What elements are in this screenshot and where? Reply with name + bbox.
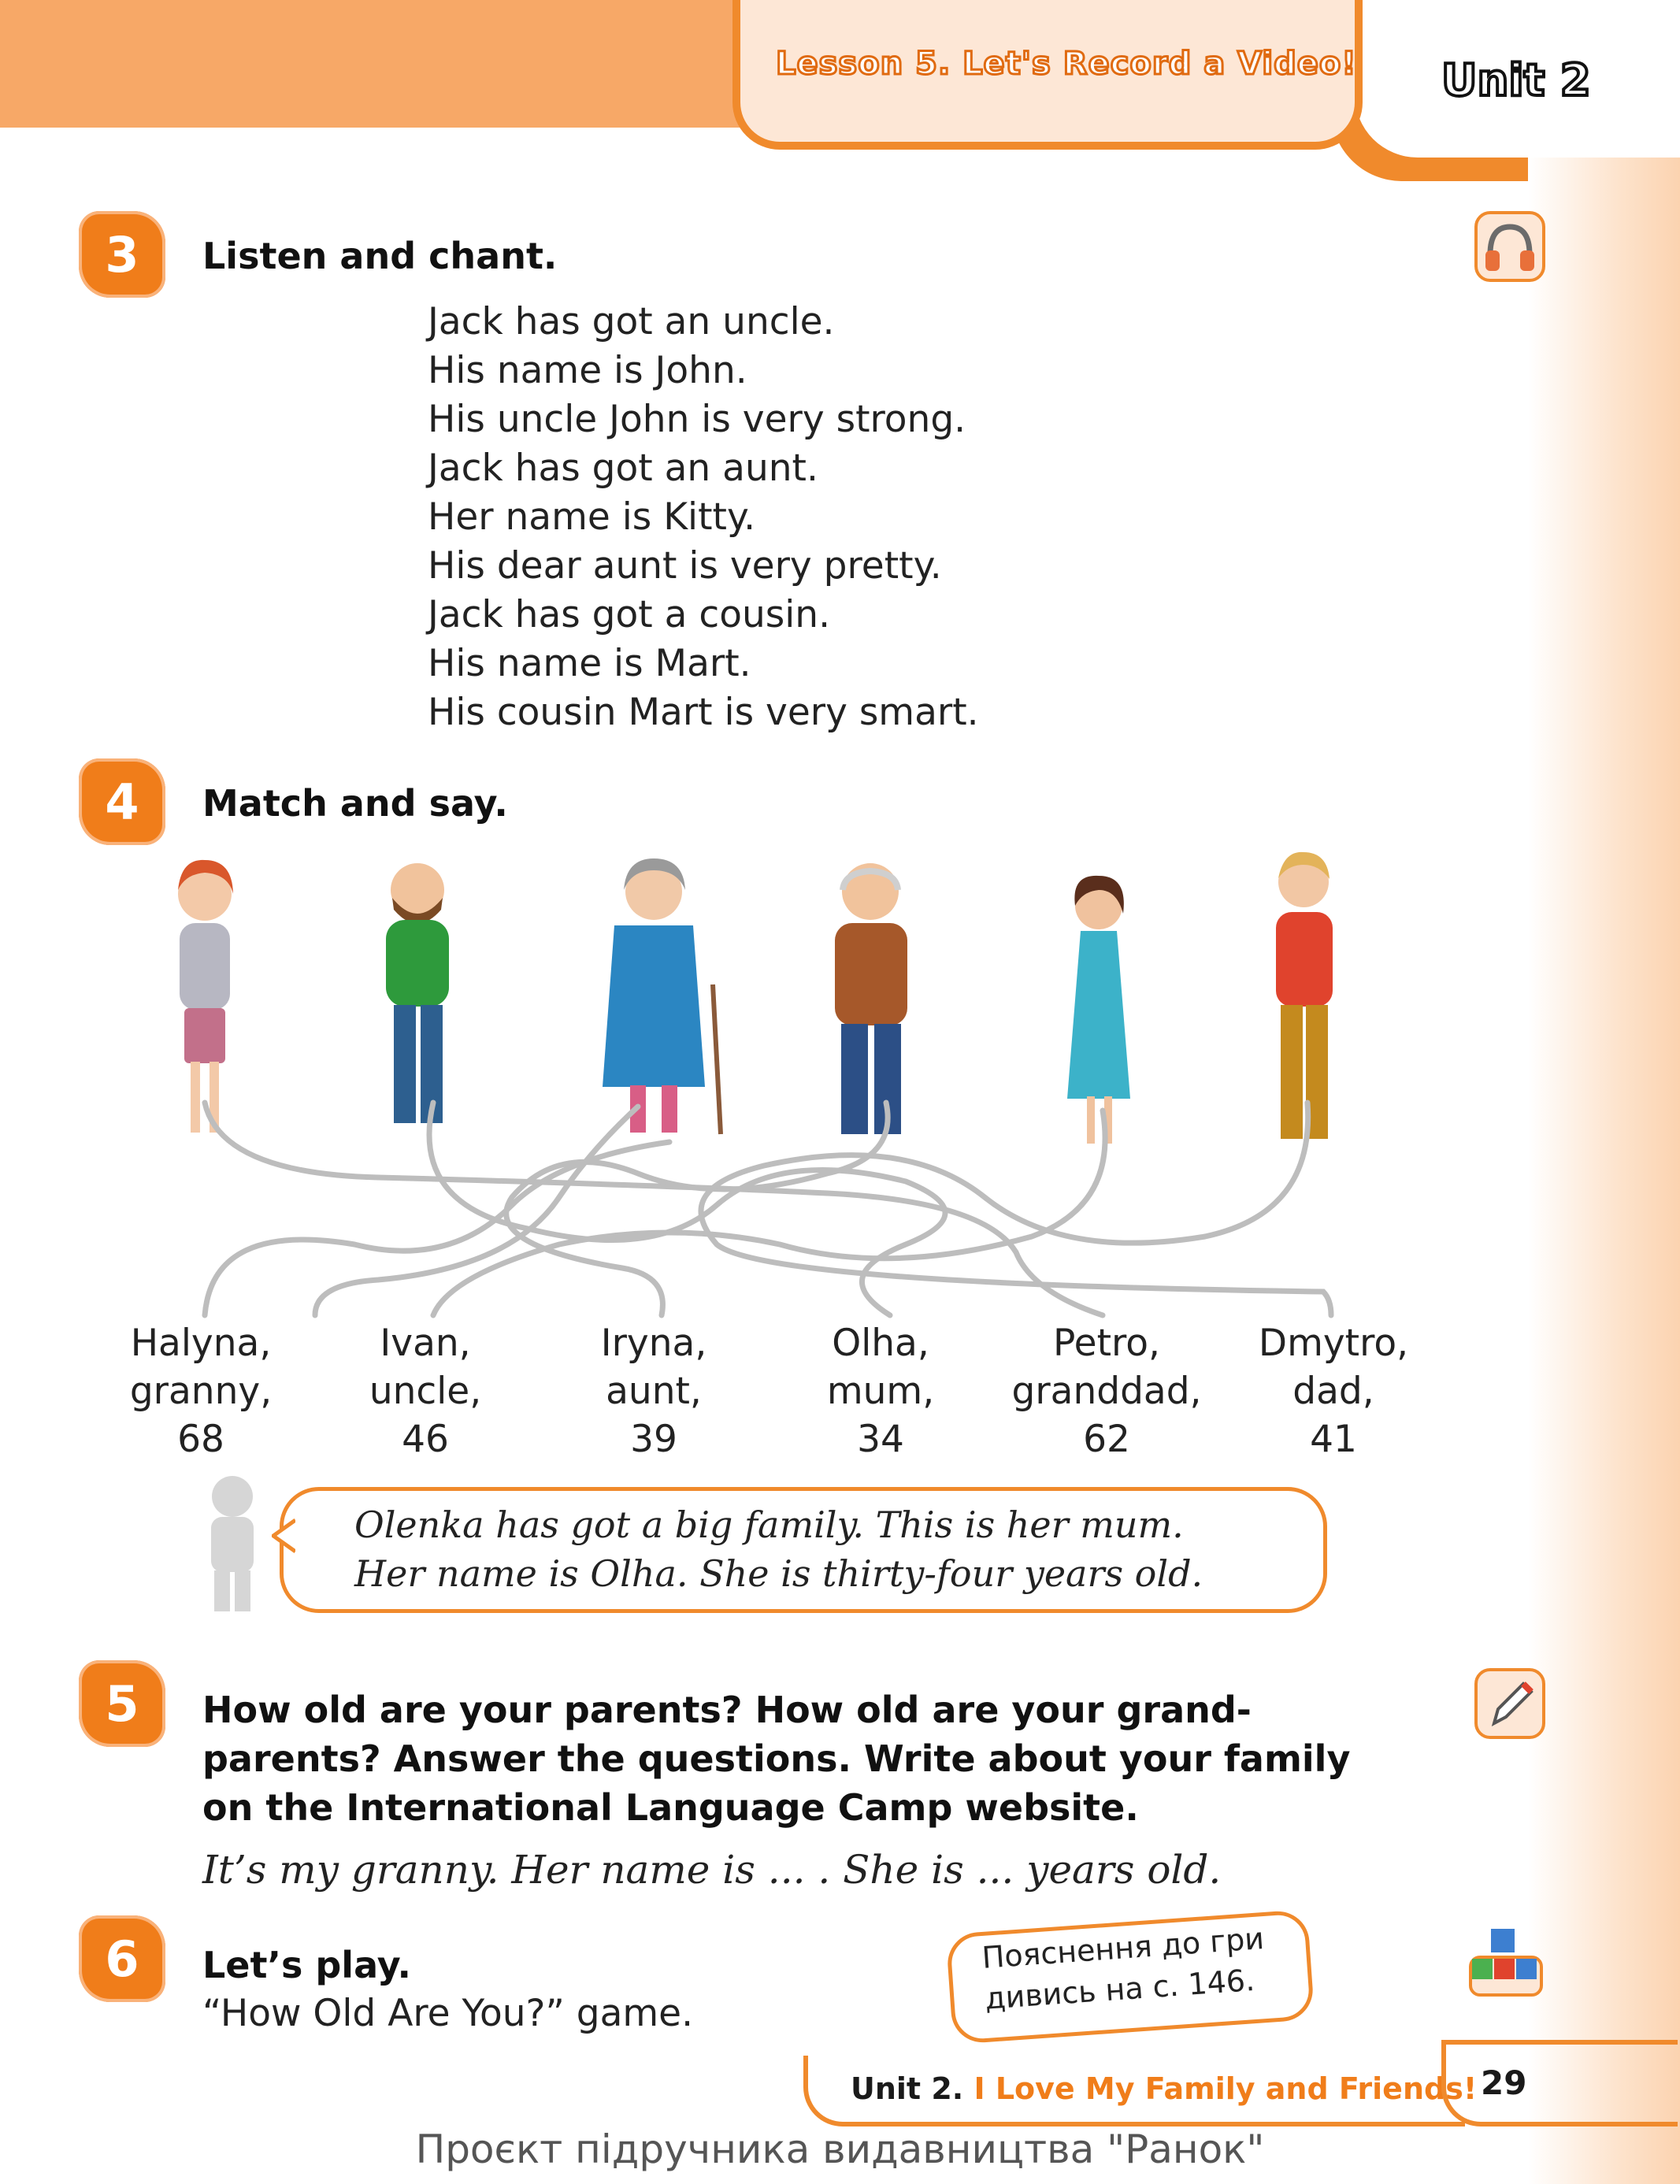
speech-line: Her name is Olha. She is thirty-four years old. — [354, 1552, 1203, 1595]
person-relation: uncle, — [369, 1370, 482, 1413]
task-5-example: It’s my granny. Her name is ... . She is ... years old. — [202, 1847, 1222, 1893]
person-relation: mum, — [826, 1370, 935, 1413]
person-age: 62 — [1083, 1418, 1130, 1461]
page-edge-gradient — [1528, 158, 1680, 2184]
footer-unit-title — [851, 2071, 1477, 2106]
person-relation: granny, — [129, 1370, 273, 1413]
person-label-dmytro — [1223, 1319, 1444, 1463]
chant-text — [428, 298, 979, 737]
chant-line: His cousin Mart is very smart. — [428, 691, 979, 734]
speech-bubble-text — [354, 1500, 1203, 1598]
footer-unit-name: I Love My Family and Friends! — [974, 2071, 1478, 2106]
tangled-lines — [118, 1087, 1378, 1323]
child-silhouette — [197, 1473, 268, 1615]
person-name: Olha, — [832, 1322, 929, 1365]
page-number-box — [1441, 2040, 1678, 2127]
publisher-note: Проєкт підручника видавництва "Ранок" — [415, 2127, 1265, 2172]
person-relation: granddad, — [1011, 1370, 1202, 1413]
note-line: дивись на с. 146. — [983, 1962, 1256, 2016]
chant-line: Jack has got an aunt. — [428, 447, 818, 490]
speech-bubble-tail — [272, 1512, 295, 1559]
person-label-halyna — [91, 1319, 311, 1463]
task-3-badge: 3 — [79, 211, 165, 298]
chant-line: His uncle John is very strong. — [428, 398, 966, 441]
task-5-badge: 5 — [79, 1660, 165, 1747]
speech-line: Olenka has got a big family. This is her mum. — [354, 1504, 1184, 1546]
lesson-title: Lesson 5. Let's Record a Video! — [776, 46, 1357, 82]
chant-line: Her name is Kitty. — [428, 495, 756, 539]
unit-label: Unit 2 — [1441, 55, 1591, 106]
person-label-iryna — [543, 1319, 764, 1463]
task-6-game: “How Old Are You?” game. — [202, 1992, 694, 2035]
person-name: Halyna, — [130, 1322, 272, 1365]
person-name: Iryna, — [600, 1322, 707, 1365]
blocks-icon[interactable] — [1469, 1926, 1540, 1997]
chant-line: His name is John. — [428, 349, 747, 392]
person-age: 68 — [177, 1418, 224, 1461]
person-label-ivan — [315, 1319, 536, 1463]
person-figure-2 — [386, 863, 449, 1123]
person-age: 39 — [630, 1418, 677, 1461]
matching-line — [506, 1103, 888, 1315]
matching-line — [701, 1103, 1331, 1315]
chant-line: Jack has got an uncle. — [428, 300, 835, 343]
chant-line: His name is Mart. — [428, 642, 751, 685]
person-relation: aunt, — [606, 1370, 702, 1413]
person-age: 34 — [857, 1418, 904, 1461]
person-relation: dad, — [1292, 1370, 1374, 1413]
header-band — [0, 0, 772, 128]
footer-unit: Unit 2. — [851, 2071, 964, 2106]
note-line: Пояснення до гри — [981, 1920, 1266, 1975]
task-5-line: How old are your parents? How old are your grand- — [202, 1689, 1252, 1731]
page-number: 29 — [1481, 2063, 1527, 2102]
pencil-icon[interactable] — [1474, 1668, 1545, 1739]
person-name: Petro, — [1053, 1322, 1160, 1365]
task-6-title: Let’s play. — [202, 1944, 411, 1986]
person-label-petro — [996, 1319, 1217, 1463]
task-4-title: Match and say. — [202, 782, 508, 825]
task-5-line: parents? Answer the questions. Write about your family — [202, 1737, 1351, 1780]
headphones-icon[interactable] — [1474, 211, 1545, 282]
person-name: Ivan, — [380, 1322, 471, 1365]
task-6-badge: 6 — [79, 1915, 165, 2002]
person-name: Dmytro, — [1258, 1322, 1409, 1365]
person-label-olha — [770, 1319, 991, 1463]
person-age: 41 — [1310, 1418, 1357, 1461]
task-5-line: on the International Language Camp website. — [202, 1786, 1139, 1829]
chant-line: His dear aunt is very pretty. — [428, 544, 942, 588]
chant-line: Jack has got a cousin. — [428, 593, 831, 636]
task-3-title: Listen and chant. — [202, 235, 558, 277]
task-4-badge: 4 — [79, 758, 165, 845]
task-5-instructions — [202, 1685, 1350, 1832]
person-age: 46 — [402, 1418, 449, 1461]
